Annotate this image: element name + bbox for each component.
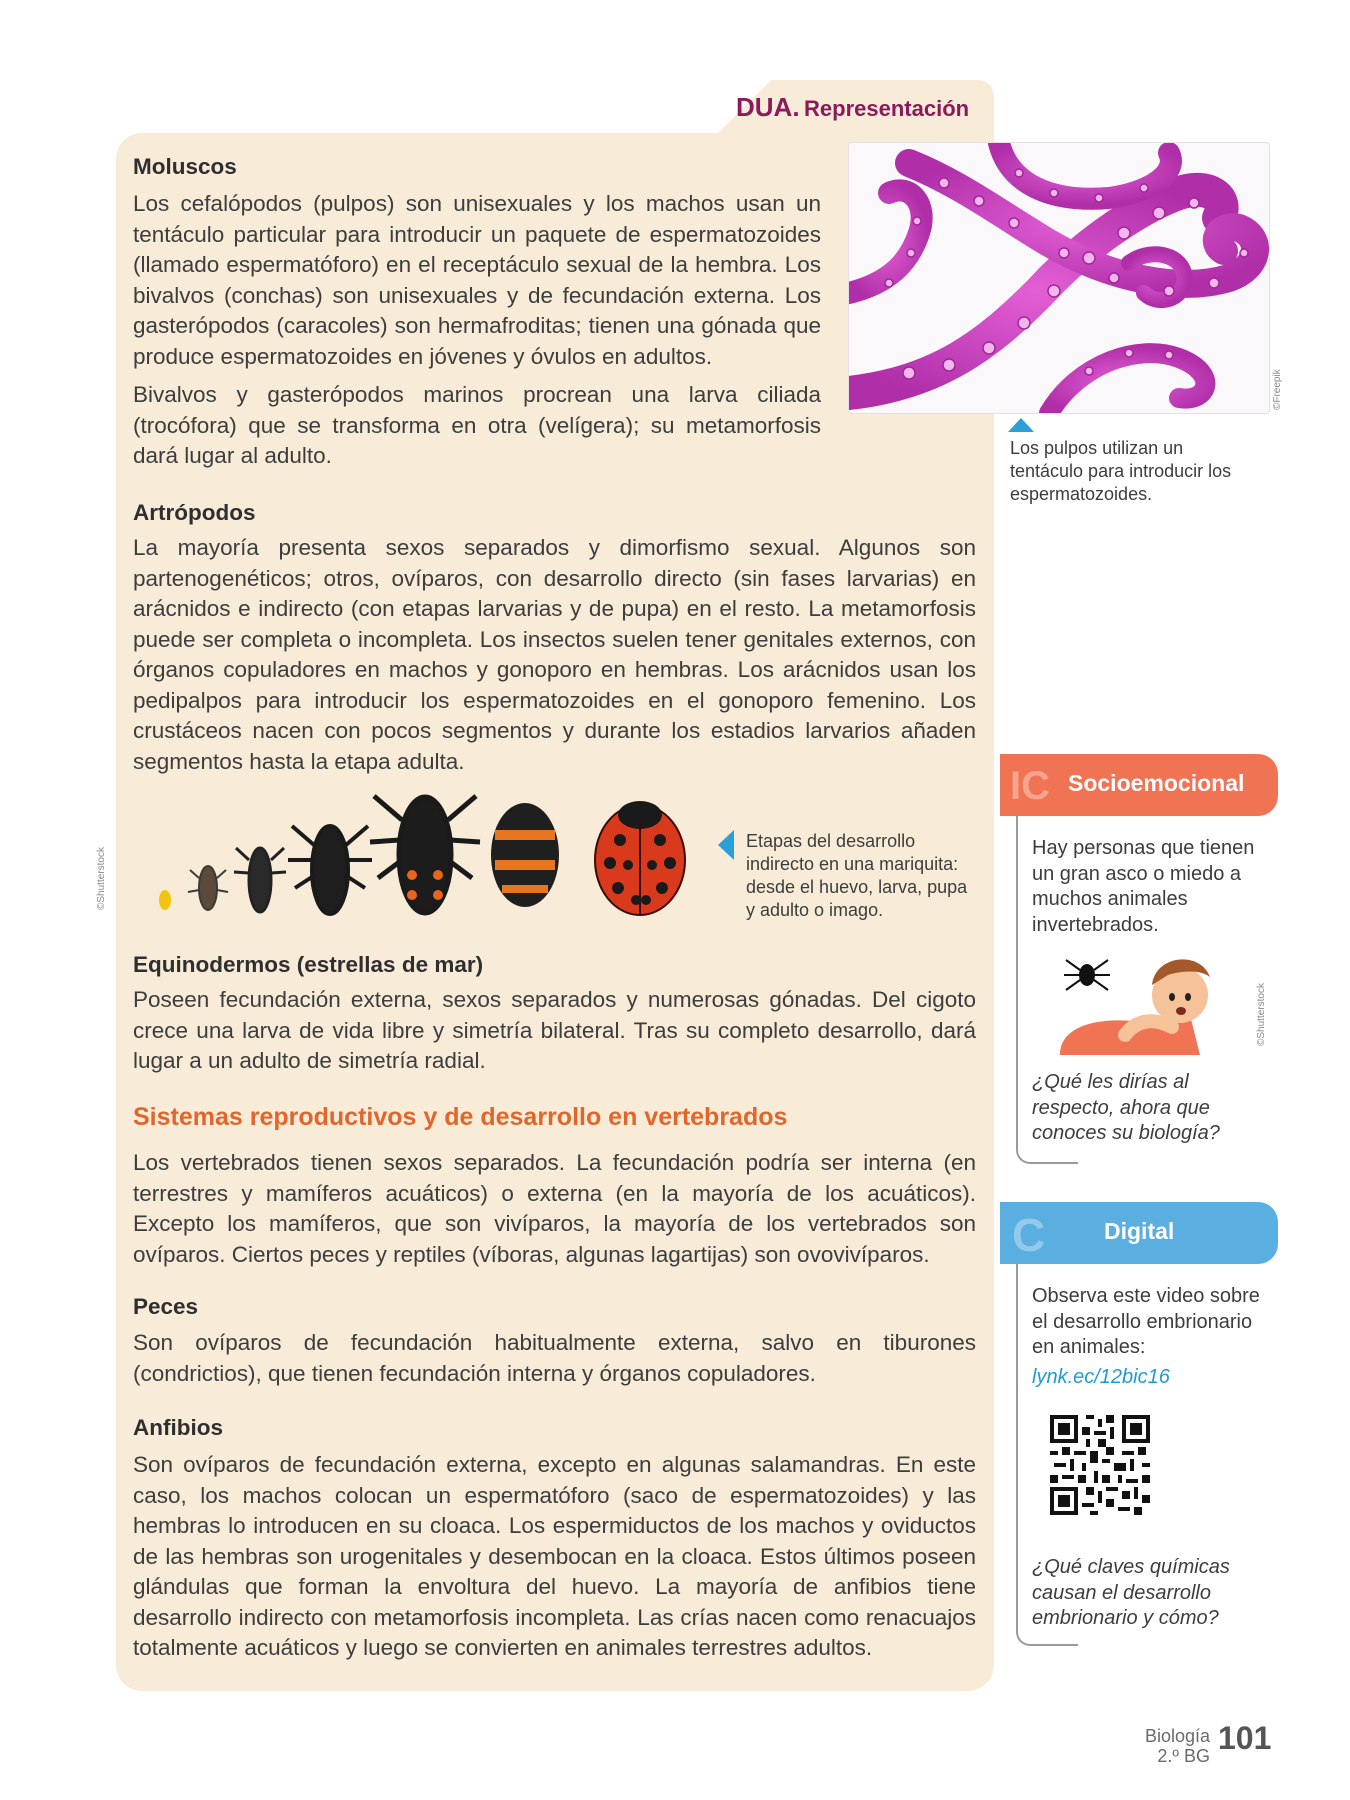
octopus-credit: ©Freepik [1272,369,1283,410]
ladybug-credit: ©Shutterstock [96,847,107,910]
equinodermos-paragraph: Poseen fecundación externa, sexos separados y numerosas gónadas. Del cigoto crece una larva de vida libre y simetría bilateral. Tras su completo desarrollo, dará lugar a un adulto de simetría radial. [133,987,976,1073]
video-link[interactable]: lynk.ec/12bic16 [1032,1366,1170,1388]
octopus-caption: Los pulpos utilizan un tentáculo para introducir los espermatozoides. [1010,438,1232,504]
heading-peces: Peces [133,1294,199,1319]
moluscos-paragraph-1: Los cefalópodos (pulpos) son unisexuales y los machos usan un tentáculo particular para introducir un paquete de espermatozoides (llamado espermatóforo) en el receptáculo sexual de la hembra. Los bivalvos (conchas) son unisexuales y de fecundación externa. Los gasterópodos (caracoles) son hermafroditas; tienen una gónada que produce espermatozoides en jóvenes y óvulos en adultos. [133,191,821,369]
heading-artropodos: Artrópodos [133,500,256,525]
digital-header [1000,1202,1278,1264]
digital-question: ¿Qué claves químicas causan el desarrollo embrionario y cómo? [1032,1556,1230,1629]
socioemocional-badge: IC [1010,764,1050,808]
digital-badge: C [1012,1209,1046,1261]
triangle-left-icon [718,830,734,860]
egg-stage [159,890,171,910]
page-number: 101 [1218,1720,1272,1756]
digital-title: Digital [1104,1218,1175,1244]
socioemocional-text: Hay personas que tienen un gran asco o miedo a muchos animales invertebrados. [1032,837,1255,936]
heading-moluscos: Moluscos [133,154,237,179]
larva-stage-2 [234,848,286,912]
adult-ladybug [595,801,685,915]
octopus-image [848,142,1270,414]
heading-vertebrados: Sistemas reproductivos y de desarrollo en vertebrados [133,1103,788,1131]
moluscos-paragraph-2: Bivalvos y gasterópodos marinos procrean una larva ciliada (trocófora) que se transforma en otra (velígera); su metamorfosis dará lugar al adulto. [133,382,821,468]
dua-subtitle: Representación [804,96,970,121]
larva-stage-1 [188,866,228,910]
peces-paragraph: Son ovíparos de fecundación habitualmente externa, salvo en tiburones (condrictios), que tienen fecundación interna y órganos copuladores. [133,1330,976,1386]
larva-stage-3 [288,826,372,914]
digital-text: Observa este video sobre el desarrollo embrionario en animales: [1032,1285,1260,1358]
socioemocional-question: ¿Qué les dirías al respecto, ahora que conoces su biología? [1032,1071,1220,1144]
qr-code[interactable] [1050,1415,1150,1515]
scared-person-image [1060,945,1240,1055]
ladybug-caption: Etapas del desarrollo indirecto en una mariquita: desde el huevo, larva, pupa y adulto o imago. [746,831,968,920]
pupa-stage [491,803,559,907]
socioemocional-header [1000,754,1278,816]
triangle-up-icon [1008,418,1034,432]
vertebrados-paragraph: Los vertebrados tienen sexos separados. La fecundación podría ser interna (en terrestres y mamíferos acuáticos) o externa (en la mayoría de los acuáticos). Excepto los mamíferos, que son vivíparos, la mayoría de los vertebrados son ovíparos. Ciertos peces y reptiles (víboras, algunas lagartijas) son ovovivíparos. [133,1150,976,1267]
footer-subject-block [1120,1726,1210,1766]
larva-stage-4 [370,796,480,913]
dua-title [736,92,969,123]
ladybug-stages-image [150,760,720,935]
artropodos-paragraph: La mayoría presenta sexos separados y dimorfismo sexual. Algunos son partenogenéticos; otros, ovíparos, con desarrollo directo (sin fases larvarias) en arácnidos e indirecto (con etapas larvarias y de pupa) en el resto. La metamorfosis puede ser completa o incompleta. Los insectos suelen tener genitales externos, con órganos copuladores en machos y gonoporo en hembras. Los arácnidos usan los pedipalpos para introducir los espermatozoides en el gonoporo femenino. Los crustáceos nacen con pocos segmentos y durante los estadios larvarios añaden segmentos hasta la etapa adulta. [133,535,976,774]
anfibios-paragraph: Son ovíparos de fecundación externa, excepto en algunas salamandras. En este caso, los machos colocan un espermatóforo (saco de espermatozoides) y las hembras lo introducen en su cloaca. Los espermiductos de los machos y oviductos de las hembras son urogenitales y desembocan en la cloaca. Estos últimos poseen glándulas que forman la envoltura del huevo. La mayoría de anfibios tiene desarrollo indirecto con metamorfosis incompleta. Las crías nacen como renacuajos totalmente acuáticos y luego se convierten en animales terrestres adultos. [133,1452,976,1660]
footer-subject: Biología [1144,1726,1210,1746]
heading-equinodermos: Equinodermos (estrellas de mar) [133,952,484,977]
footer-grade: 2.º BG [1157,1746,1210,1766]
socioemocional-credit: ©Shutterstock [1256,983,1267,1046]
dua-label: DUA. [736,92,800,122]
heading-anfibios: Anfibios [133,1415,223,1440]
socioemocional-title: Socioemocional [1068,770,1245,796]
